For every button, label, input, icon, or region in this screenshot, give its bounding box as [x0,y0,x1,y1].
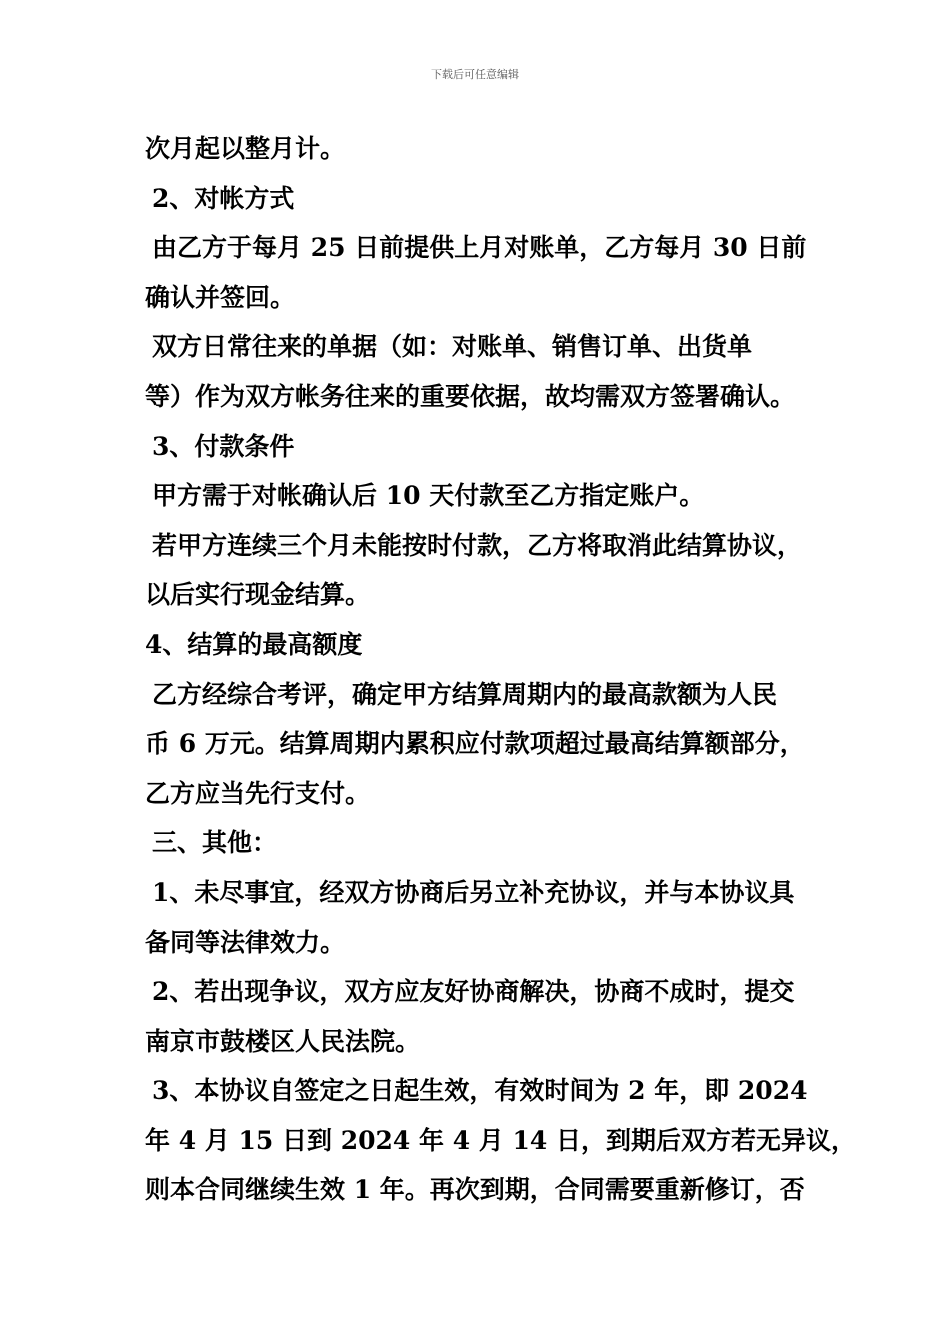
text-line: 以后实行现金结算。 [145,580,371,610]
text-line: 确认并签回。 [145,282,296,312]
page-header: 下载后可任意编辑 [431,68,519,81]
text-line: 甲方需于对帐确认后 10 天付款至乙方指定账户。 [152,481,705,511]
text-line: 1、未尽事宜，经双方协商后另立补充协议，并与本协议具 [152,877,795,907]
section-heading: 2、对帐方式 [152,183,295,213]
text-line: 则本合同继续生效 1 年。再次到期，合同需要重新修订，否 [145,1175,805,1205]
text-line: 币 6 万元。结算周期内累积应付款项超过最高结算额部分， [145,729,805,759]
text-line: 备同等法律效力。 [145,927,346,957]
text-line: 次月起以整月计。 [145,134,346,163]
text-line: 若甲方连续三个月未能按时付款，乙方将取消此结算协议， [152,530,803,560]
text-line: 由乙方于每月 25 日前提供上月对账单，乙方每月 30 日前 [152,233,807,263]
document-body [145,124,856,1215]
text-line: 双方日常往来的单据（如：对账单、销售订单、出货单 [152,332,753,362]
text-line: 2、若出现争议，双方应友好协商解决，协商不成时，提交 [152,977,795,1007]
section-heading: 3、付款条件 [152,431,295,461]
text-line: 乙方经综合考评，确定甲方结算周期内的最高款额为人民 [152,679,778,709]
section-heading: 4、结算的最高额度 [145,629,363,659]
text-line: 南京市鼓楼区人民法院。 [145,1026,421,1056]
section-heading: 三、其他： [152,828,278,858]
text-line: 等）作为双方帐务往来的重要依据，故均需双方签署确认。 [145,381,796,411]
text-line: 年 4 月 15 日到 2024 年 4 月 14 日，到期后双方若无异议， [145,1125,856,1155]
text-line: 3、本协议自签定之日起生效，有效时间为 2 年，即 2024 [152,1076,808,1106]
text-line: 乙方应当先行支付。 [145,778,371,808]
